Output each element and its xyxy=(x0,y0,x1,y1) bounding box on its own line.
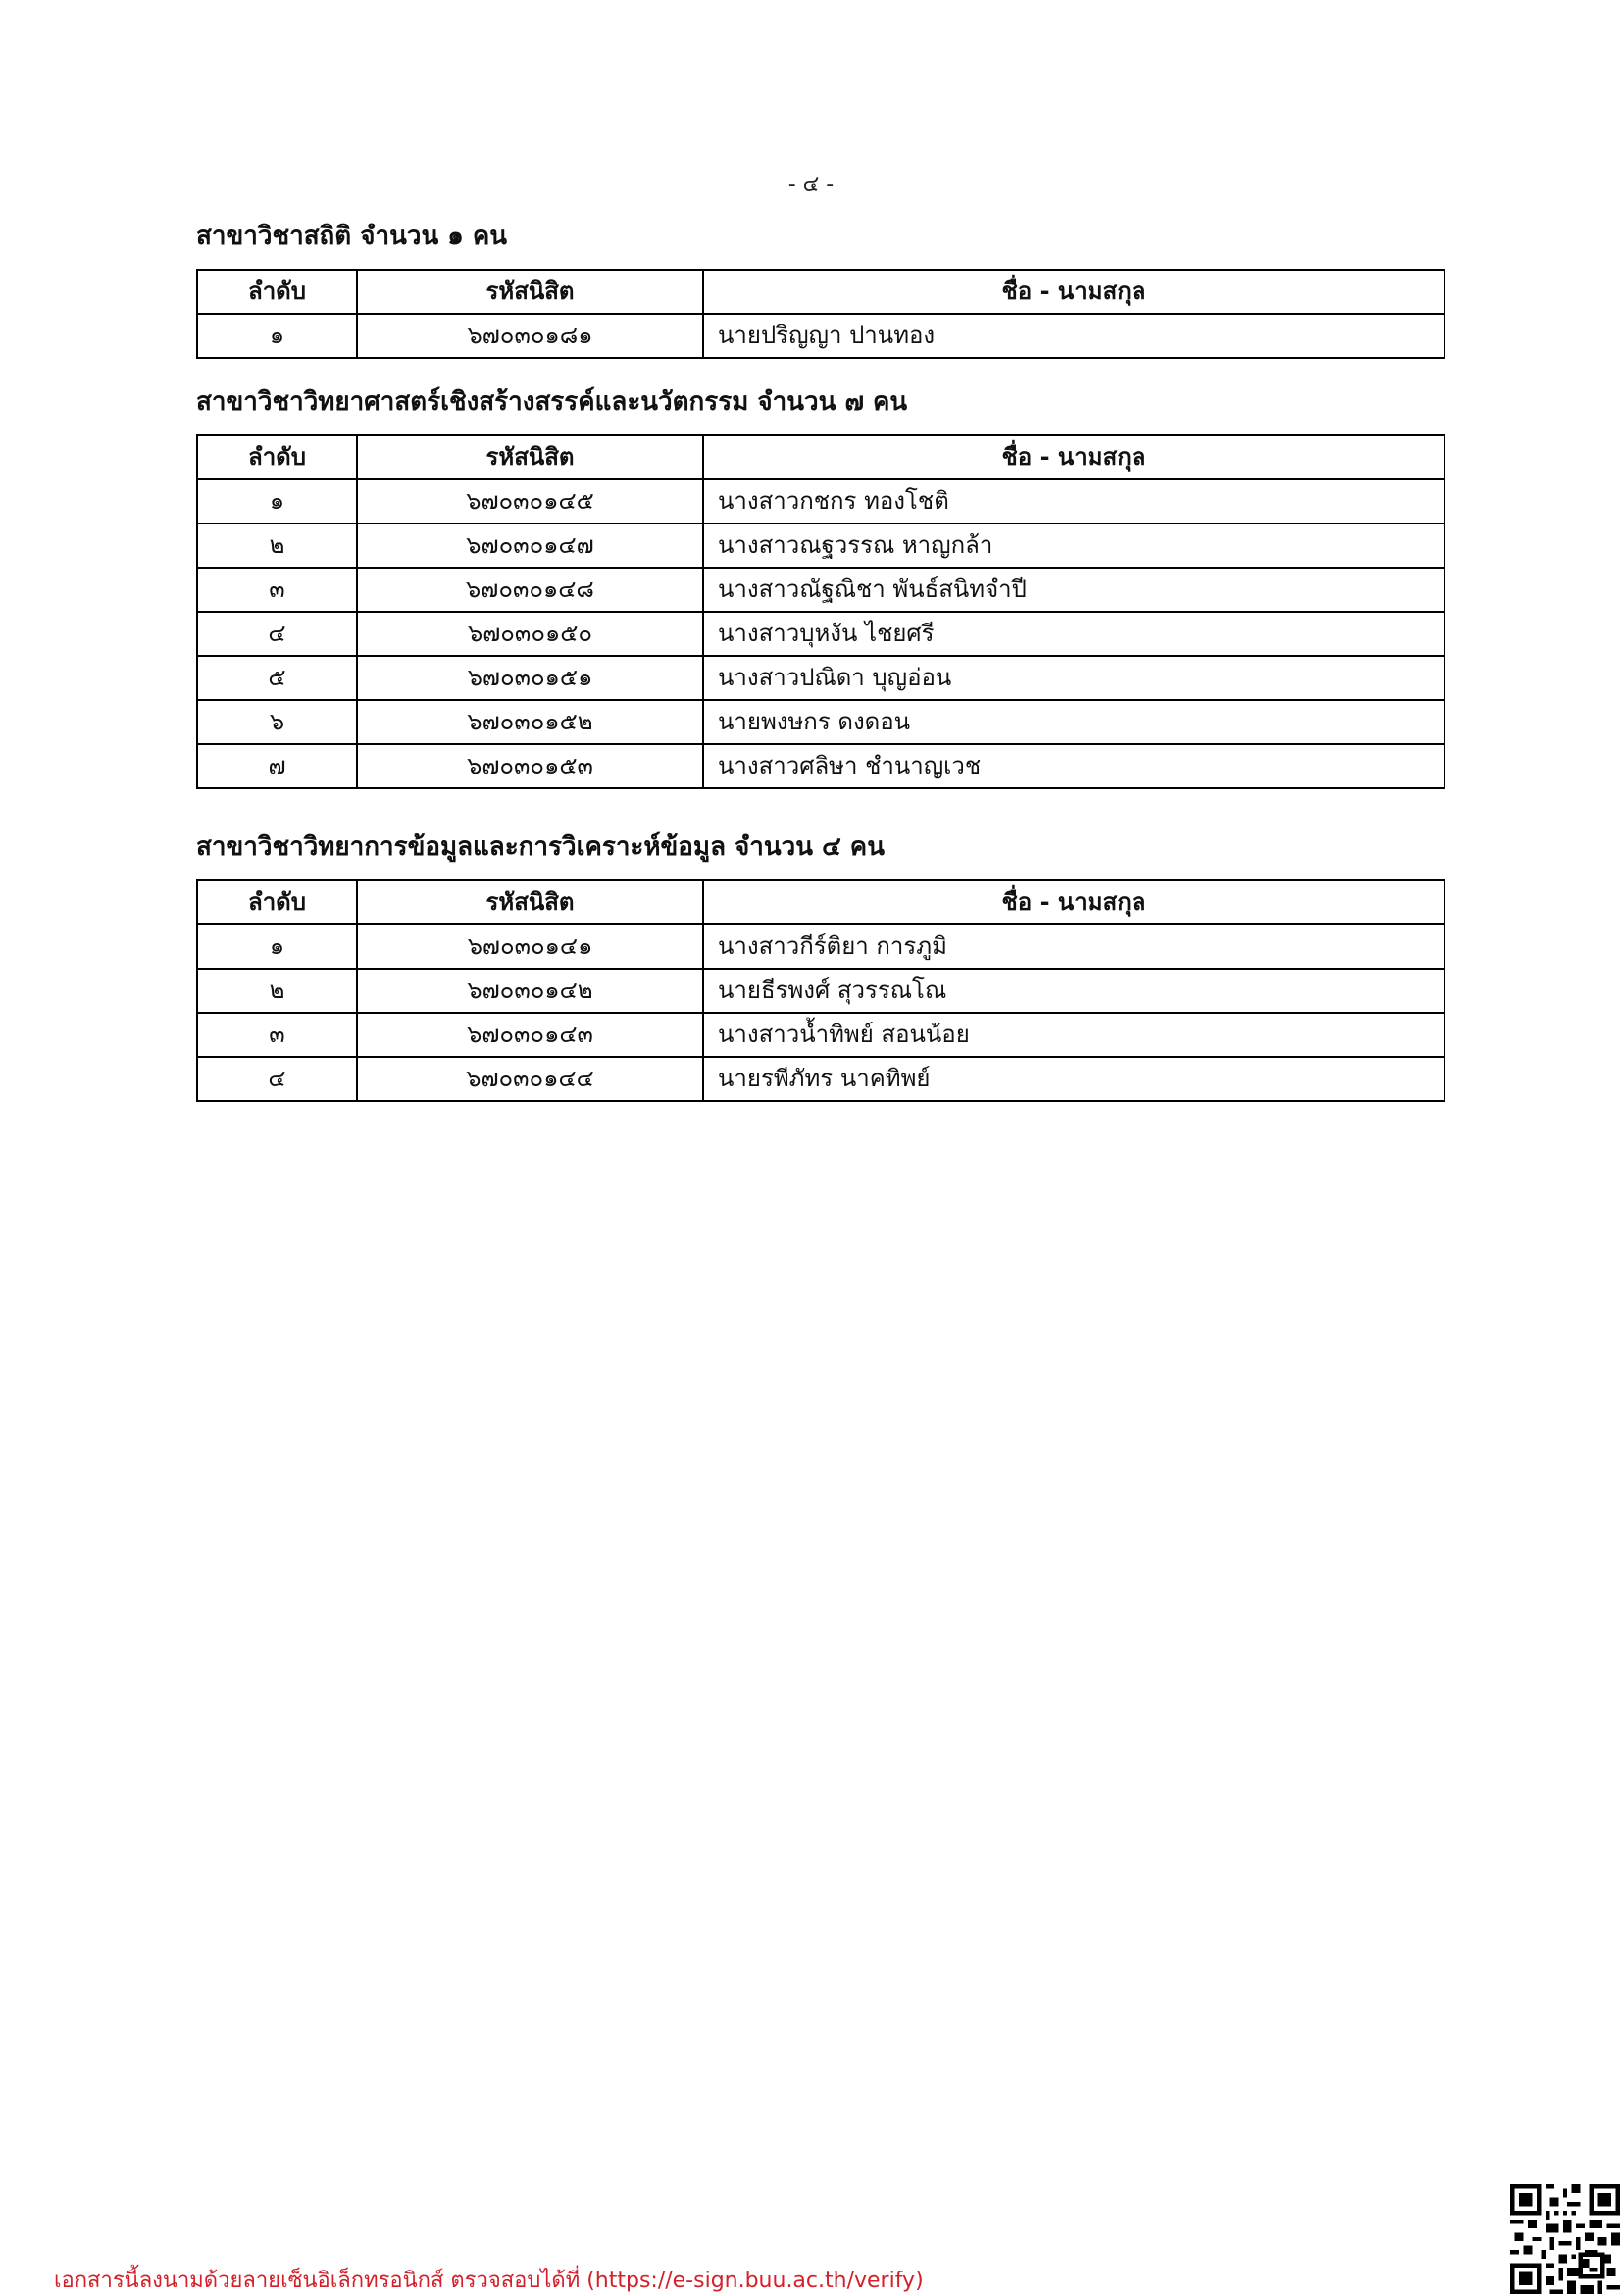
section-creative-science xyxy=(196,383,1444,789)
table-row xyxy=(197,479,1445,524)
order-cell: ๓ xyxy=(197,568,357,612)
name-cell: นางสาวณฐวรรณ หาญกล้า xyxy=(703,524,1445,568)
table-row xyxy=(197,924,1445,969)
name-cell: นางสาวณัฐณิชา พันธ์สนิทจำปี xyxy=(703,568,1445,612)
name-cell: นายธีรพงศ์ สุวรรณโณ xyxy=(703,969,1445,1013)
table-row xyxy=(197,1013,1445,1057)
column-header-student-id: รหัสนิสิต xyxy=(357,270,703,314)
name-cell: นางสาวปณิดา บุญอ่อน xyxy=(703,656,1445,700)
order-cell: ๑ xyxy=(197,479,357,524)
column-header-student-id: รหัสนิสิต xyxy=(357,880,703,924)
name-cell: นางสาวบุหงัน ไชยศรี xyxy=(703,612,1445,656)
student-id-cell: ๖๗๐๓๐๑๕๒ xyxy=(357,700,703,744)
section-data-science xyxy=(196,828,1444,1102)
section-title: สาขาวิชาวิทยาการข้อมูลและการวิเคราะห์ข้อมูล จำนวน ๔ คน xyxy=(196,832,885,862)
order-cell: ๒ xyxy=(197,524,357,568)
name-cell: นายปริญญา ปานทอง xyxy=(703,314,1445,358)
table-header-row xyxy=(197,435,1445,479)
name-cell: นางสาวกชกร ทองโชติ xyxy=(703,479,1445,524)
column-header-order: ลำดับ xyxy=(197,435,357,479)
table-row xyxy=(197,524,1445,568)
name-cell: นายพงษกร ดงดอน xyxy=(703,700,1445,744)
qr-code-icon xyxy=(1510,2184,1620,2294)
column-header-order: ลำดับ xyxy=(197,880,357,924)
student-table xyxy=(196,434,1445,789)
order-cell: ๔ xyxy=(197,1057,357,1101)
table-row xyxy=(197,568,1445,612)
student-id-cell: ๖๗๐๓๐๑๔๘ xyxy=(357,568,703,612)
table-row xyxy=(197,314,1445,358)
name-cell: นางสาวกีร์ติยา การภูมิ xyxy=(703,924,1445,969)
column-header-name: ชื่อ - นามสกุล xyxy=(703,435,1445,479)
student-id-cell: ๖๗๐๓๐๑๕๐ xyxy=(357,612,703,656)
order-cell: ๗ xyxy=(197,744,357,788)
table-row xyxy=(197,656,1445,700)
name-cell: นางสาวศลิษา ชำนาญเวช xyxy=(703,744,1445,788)
table-header-row xyxy=(197,270,1445,314)
order-cell: ๖ xyxy=(197,700,357,744)
order-cell: ๑ xyxy=(197,924,357,969)
student-id-cell: ๖๗๐๓๐๑๔๑ xyxy=(357,924,703,969)
column-header-name: ชื่อ - นามสกุล xyxy=(703,270,1445,314)
student-id-cell: ๖๗๐๓๐๑๔๔ xyxy=(357,1057,703,1101)
student-id-cell: ๖๗๐๓๐๑๔๗ xyxy=(357,524,703,568)
order-cell: ๔ xyxy=(197,612,357,656)
section-statistics xyxy=(196,218,1444,359)
name-cell: นายรพีภัทร นาคทิพย์ xyxy=(703,1057,1445,1101)
order-cell: ๓ xyxy=(197,1013,357,1057)
table-row xyxy=(197,612,1445,656)
table-header-row xyxy=(197,880,1445,924)
section-title: สาขาวิชาสถิติ จำนวน ๑ คน xyxy=(196,222,507,251)
student-id-cell: ๖๗๐๓๐๑๕๑ xyxy=(357,656,703,700)
student-table xyxy=(196,269,1445,359)
student-id-cell: ๖๗๐๓๐๑๔๒ xyxy=(357,969,703,1013)
table-row xyxy=(197,1057,1445,1101)
student-id-cell: ๖๗๐๓๐๑๘๑ xyxy=(357,314,703,358)
order-cell: ๒ xyxy=(197,969,357,1013)
page-number: - ๔ - xyxy=(787,173,835,197)
order-cell: ๕ xyxy=(197,656,357,700)
column-header-name: ชื่อ - นามสกุล xyxy=(703,880,1445,924)
column-header-order: ลำดับ xyxy=(197,270,357,314)
order-cell: ๑ xyxy=(197,314,357,358)
student-id-cell: ๖๗๐๓๐๑๕๓ xyxy=(357,744,703,788)
student-id-cell: ๖๗๐๓๐๑๔๓ xyxy=(357,1013,703,1057)
table-row xyxy=(197,700,1445,744)
name-cell: นางสาวน้ำทิพย์ สอนน้อย xyxy=(703,1013,1445,1057)
student-id-cell: ๖๗๐๓๐๑๔๕ xyxy=(357,479,703,524)
section-title: สาขาวิชาวิทยาศาสตร์เชิงสร้างสรรค์และนวัตกรรม จำนวน ๗ คน xyxy=(196,387,908,417)
column-header-student-id: รหัสนิสิต xyxy=(357,435,703,479)
table-row xyxy=(197,744,1445,788)
table-row xyxy=(197,969,1445,1013)
e-signature-note: เอกสารนี้ลงนามด้วยลายเซ็นอิเล็กทรอนิกส์ ตรวจสอบได้ที่ (https://e-sign.buu.ac.th/verify) xyxy=(54,2269,924,2293)
student-table xyxy=(196,879,1445,1102)
